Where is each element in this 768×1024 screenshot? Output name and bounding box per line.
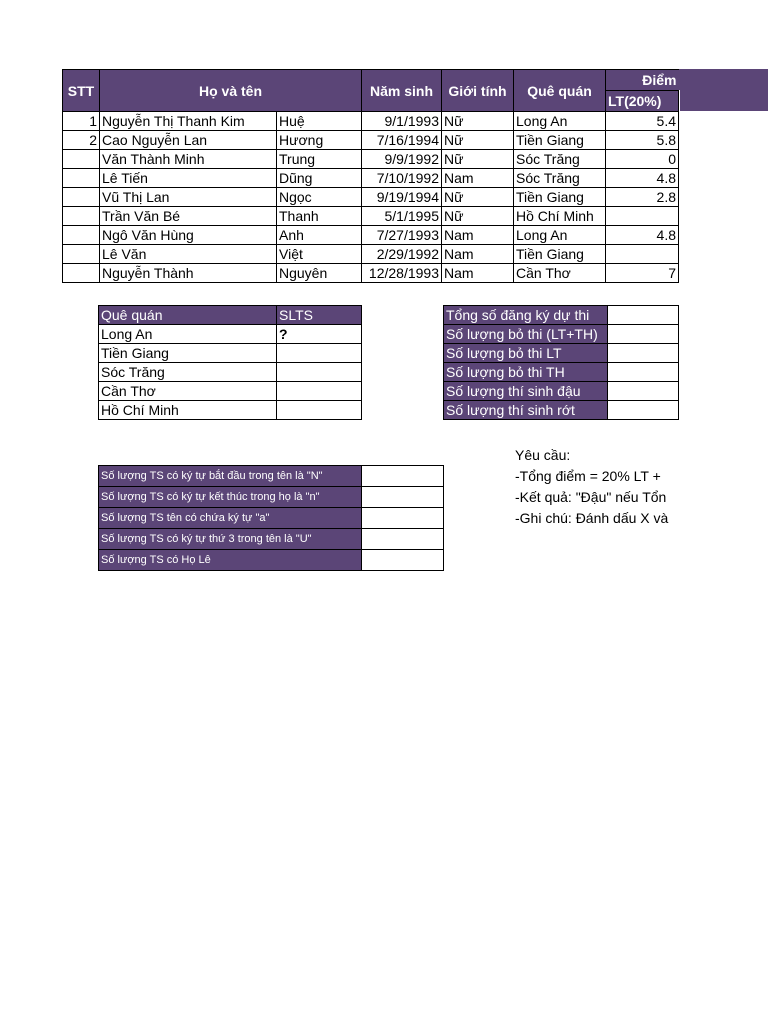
cell-que-quan-name[interactable]: Cần Thơ — [99, 382, 277, 401]
cell-stt[interactable] — [63, 188, 100, 207]
table-row — [99, 325, 362, 344]
criteria-value[interactable] — [362, 508, 444, 529]
criteria-label[interactable]: Số lượng TS có ký tự bắt đầu trong tên là "N" — [99, 466, 362, 487]
header-band-lower — [680, 90, 768, 111]
table-row — [63, 169, 679, 188]
cell-stt[interactable] — [63, 264, 100, 283]
requirements-title: Yêu cầu: — [515, 447, 571, 463]
table-row — [444, 382, 679, 401]
stat-value[interactable] — [608, 363, 679, 382]
requirements — [515, 445, 768, 529]
stat-label[interactable]: Số lượng thí sinh đậu — [444, 382, 608, 401]
cell-lt[interactable]: 4.8 — [606, 226, 679, 245]
col-header-nam-sinh[interactable]: Năm sinh — [362, 70, 442, 112]
cell-stt[interactable] — [63, 150, 100, 169]
cell-nam-sinh[interactable]: 9/19/1994 — [362, 188, 442, 207]
cell-ho[interactable]: Vũ Thị Lan — [100, 188, 277, 207]
cell-gioi-tinh[interactable]: Nữ — [442, 131, 514, 150]
table-row — [63, 264, 679, 283]
student-table — [62, 69, 679, 283]
cell-gioi-tinh[interactable]: Nam — [442, 245, 514, 264]
cell-slts[interactable]: ? — [277, 325, 362, 344]
cell-que-quan[interactable]: Long An — [514, 226, 606, 245]
cell-slts[interactable] — [277, 401, 362, 420]
cell-ten[interactable]: Huệ — [277, 112, 362, 131]
cell-stt[interactable]: 1 — [63, 112, 100, 131]
table-row — [444, 344, 679, 363]
col-header-diem[interactable]: Điểm — [606, 70, 679, 91]
cell-lt[interactable]: 7 — [606, 264, 679, 283]
cell-lt[interactable]: 2.8 — [606, 188, 679, 207]
cell-que-quan[interactable]: Long An — [514, 112, 606, 131]
table-row — [99, 550, 444, 571]
stat-value[interactable] — [608, 401, 679, 420]
cell-lt[interactable]: 0 — [606, 150, 679, 169]
table-row — [63, 150, 679, 169]
cell-ten[interactable]: Trung — [277, 150, 362, 169]
criteria-table — [98, 465, 444, 571]
cell-stt[interactable] — [63, 226, 100, 245]
table-row — [99, 382, 362, 401]
cell-ho[interactable]: Trần Văn Bé — [100, 207, 277, 226]
table-row — [444, 401, 679, 420]
table-row — [99, 344, 362, 363]
cell-gioi-tinh[interactable]: Nam — [442, 226, 514, 245]
table-row — [99, 363, 362, 382]
que-quan-table — [98, 305, 362, 420]
cell-lt[interactable] — [606, 245, 679, 264]
cell-stt[interactable] — [63, 169, 100, 188]
stat-label[interactable]: Tổng số đăng ký dự thi — [444, 306, 608, 325]
cell-que-quan[interactable]: Sóc Trăng — [514, 169, 606, 188]
col-header-lt[interactable]: LT(20%) — [606, 91, 679, 112]
table-row — [444, 325, 679, 344]
cell-lt[interactable]: 4.8 — [606, 169, 679, 188]
cell-ho[interactable]: Ngô Văn Hùng — [100, 226, 277, 245]
criteria-label[interactable]: Số lượng TS có Họ Lê — [99, 550, 362, 571]
cell-ten[interactable]: Việt — [277, 245, 362, 264]
cell-nam-sinh[interactable]: 5/1/1995 — [362, 207, 442, 226]
cell-lt[interactable]: 5.4 — [606, 112, 679, 131]
cell-nam-sinh[interactable]: 7/27/1993 — [362, 226, 442, 245]
table-row — [99, 466, 444, 487]
table-row — [99, 508, 444, 529]
cell-ho[interactable]: Lê Tiến — [100, 169, 277, 188]
criteria-value[interactable] — [362, 529, 444, 550]
table-row — [63, 245, 679, 264]
cell-lt[interactable]: 5.8 — [606, 131, 679, 150]
cell-ten[interactable]: Hương — [277, 131, 362, 150]
cell-que-quan[interactable]: Tiền Giang — [514, 245, 606, 264]
cell-ho[interactable]: Lê Văn — [100, 245, 277, 264]
stat-label[interactable]: Số lượng bỏ thi TH — [444, 363, 608, 382]
cell-que-quan[interactable]: Tiền Giang — [514, 131, 606, 150]
cell-ho[interactable]: Văn Thành Minh — [100, 150, 277, 169]
cell-ho[interactable]: Cao Nguyễn Lan — [100, 131, 277, 150]
criteria-label[interactable]: Số lượng TS có ký tự thứ 3 trong tên là "U" — [99, 529, 362, 550]
col-header-que-quan[interactable]: Quê quán — [514, 70, 606, 112]
cell-nam-sinh[interactable]: 7/16/1994 — [362, 131, 442, 150]
table-row — [63, 188, 679, 207]
cell-nam-sinh[interactable]: 7/10/1992 — [362, 169, 442, 188]
cell-stt[interactable]: 2 — [63, 131, 100, 150]
cell-nam-sinh[interactable]: 9/1/1993 — [362, 112, 442, 131]
stat-value[interactable] — [608, 325, 679, 344]
cell-que-quan-name[interactable]: Long An — [99, 325, 277, 344]
table-row — [444, 363, 679, 382]
cell-gioi-tinh[interactable]: Nam — [442, 169, 514, 188]
stat-label[interactable]: Số lượng bỏ thi LT — [444, 344, 608, 363]
cell-nam-sinh[interactable]: 2/29/1992 — [362, 245, 442, 264]
cell-stt[interactable] — [63, 245, 100, 264]
col-header-ho-va-ten[interactable]: Họ và tên — [100, 70, 362, 112]
col-header-stt[interactable]: STT — [63, 70, 100, 112]
cell-que-quan[interactable]: Tiền Giang — [514, 188, 606, 207]
cell-gioi-tinh[interactable]: Nam — [442, 264, 514, 283]
cell-nam-sinh[interactable]: 12/28/1993 — [362, 264, 442, 283]
table-row — [99, 529, 444, 550]
cell-ten[interactable]: Thanh — [277, 207, 362, 226]
table-row — [63, 207, 679, 226]
criteria-label[interactable]: Số lượng TS có ký tự kết thúc trong họ là "n" — [99, 487, 362, 508]
cell-que-quan-name[interactable]: Sóc Trăng — [99, 363, 277, 382]
cell-stt[interactable] — [63, 207, 100, 226]
criteria-value[interactable] — [362, 487, 444, 508]
cell-gioi-tinh[interactable]: Nữ — [442, 188, 514, 207]
cell-ten[interactable]: Nguyên — [277, 264, 362, 283]
cell-que-quan[interactable]: Sóc Trăng — [514, 150, 606, 169]
cell-ten[interactable]: Dũng — [277, 169, 362, 188]
cell-slts[interactable] — [277, 363, 362, 382]
cell-ten[interactable]: Ngọc — [277, 188, 362, 207]
cell-gioi-tinh[interactable]: Nữ — [442, 150, 514, 169]
cell-que-quan-name[interactable]: Hồ Chí Minh — [99, 401, 277, 420]
cell-gioi-tinh[interactable]: Nữ — [442, 207, 514, 226]
cell-slts[interactable] — [277, 344, 362, 363]
stat-value[interactable] — [608, 382, 679, 401]
cell-que-quan[interactable]: Cần Thơ — [514, 264, 606, 283]
cell-nam-sinh[interactable]: 9/9/1992 — [362, 150, 442, 169]
requirement-line: -Ghi chú: Đánh dấu X và — [515, 510, 669, 526]
cell-que-quan-name[interactable]: Tiền Giang — [99, 344, 277, 363]
table-row — [99, 401, 362, 420]
requirement-line: -Tổng điểm = 20% LT + — [515, 468, 661, 484]
cell-ho[interactable]: Nguyễn Thành — [100, 264, 277, 283]
stat-label[interactable]: Số lượng bỏ thi (LT+TH) — [444, 325, 608, 344]
stat-value[interactable] — [608, 344, 679, 363]
table-row — [63, 226, 679, 245]
stat-value[interactable] — [608, 306, 679, 325]
col-header-gioi-tinh[interactable]: Giới tính — [442, 70, 514, 112]
table-row — [63, 112, 679, 131]
table-row — [63, 131, 679, 150]
cell-ten[interactable]: Anh — [277, 226, 362, 245]
cell-slts[interactable] — [277, 382, 362, 401]
criteria-value[interactable] — [362, 466, 444, 487]
header-slts[interactable]: SLTS — [277, 306, 362, 325]
criteria-value[interactable] — [362, 550, 444, 571]
cell-lt[interactable] — [606, 207, 679, 226]
cell-gioi-tinh[interactable]: Nữ — [442, 112, 514, 131]
table-row — [99, 487, 444, 508]
stats-table — [443, 305, 679, 420]
criteria-label[interactable]: Số lượng TS tên có chứa ký tự "a" — [99, 508, 362, 529]
cell-ho[interactable]: Nguyễn Thị Thanh Kim — [100, 112, 277, 131]
cell-que-quan[interactable]: Hồ Chí Minh — [514, 207, 606, 226]
table-row — [444, 306, 679, 325]
stat-label[interactable]: Số lượng thí sinh rớt — [444, 401, 608, 420]
header-que-quan[interactable]: Quê quán — [99, 306, 277, 325]
requirement-line: -Kết quả: "Đậu" nếu Tổn — [515, 489, 667, 505]
